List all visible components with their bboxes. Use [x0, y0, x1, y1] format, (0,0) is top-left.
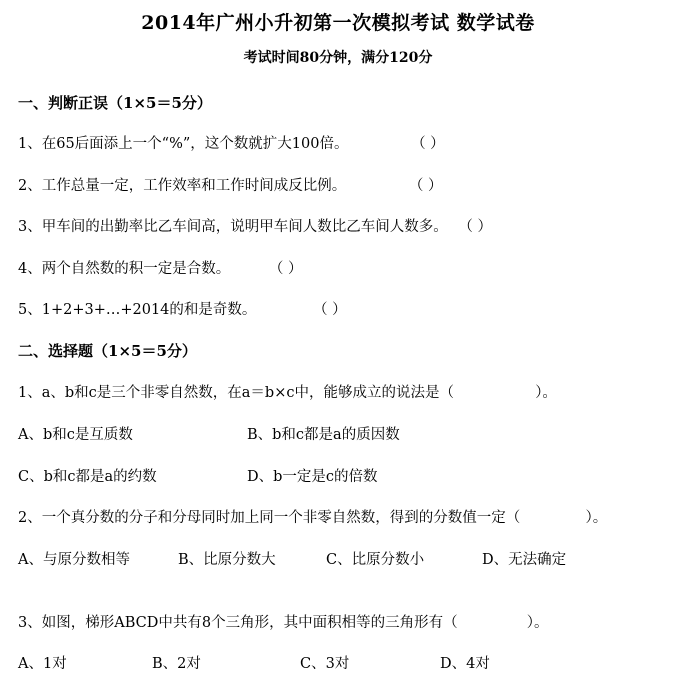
option-2-1-c[interactable]: C、b和c都是a的约数	[18, 469, 157, 485]
question-1-5	[18, 298, 347, 319]
question-close: ）。	[585, 510, 608, 526]
question-1-4	[18, 257, 302, 278]
section-2-heading: 二、选择题（1×5＝5分）	[18, 342, 197, 360]
option-2-3-d[interactable]: D、4对	[440, 656, 490, 672]
exam-title: 2014年广州小升初第一次模拟考试 数学试卷	[141, 12, 535, 34]
question-text: 1、a、b和c是三个非零自然数，在a＝b×c中，能够成立的说法是（	[18, 385, 454, 401]
answer-blank[interactable]: （ ）	[268, 261, 303, 277]
exam-subtitle: 考试时间80分钟，满分120分	[243, 50, 433, 66]
option-2-3-c[interactable]: C、3对	[300, 656, 350, 672]
question-text: 4、两个自然数的积一定是合数。	[18, 261, 231, 277]
answer-blank[interactable]: （ ）	[411, 136, 445, 152]
question-text: 2、工作总量一定，工作效率和工作时间成反比例。	[18, 178, 347, 194]
question-2-3	[18, 611, 549, 632]
option-2-2-d[interactable]: D、无法确定	[482, 552, 567, 568]
option-2-2-c[interactable]: C、比原分数小	[326, 552, 425, 568]
option-2-1-b[interactable]: B、b和c都是a的质因数	[247, 427, 400, 443]
question-text: 2、一个真分数的分子和分母同时加上同一个非零自然数，得到的分数值一定（	[18, 510, 521, 526]
question-text: 5、1+2+3+…+2014的和是奇数。	[18, 302, 257, 318]
question-1-2	[18, 174, 442, 195]
option-2-3-b[interactable]: B、2对	[152, 656, 201, 672]
question-text: 1、在65后面添上一个“%”，这个数就扩大100倍。	[18, 136, 349, 152]
question-1-3	[18, 215, 492, 236]
question-2-1	[18, 381, 557, 402]
section-1-heading: 一、判断正误（1×5＝5分）	[18, 94, 212, 112]
option-2-2-b[interactable]: B、比原分数大	[178, 552, 276, 568]
option-2-1-a[interactable]: A、b和c是互质数	[18, 427, 133, 443]
question-1-1	[18, 132, 445, 153]
question-close: ）。	[526, 615, 549, 631]
question-2-2	[18, 506, 607, 527]
answer-blank[interactable]: （ ）	[458, 219, 492, 235]
question-close: ）。	[535, 385, 557, 401]
option-2-3-a[interactable]: A、1对	[18, 656, 67, 672]
answer-blank[interactable]: （ ）	[313, 302, 347, 318]
option-2-2-a[interactable]: A、与原分数相等	[18, 552, 130, 568]
answer-blank[interactable]: （ ）	[408, 178, 443, 194]
option-2-1-d[interactable]: D、b一定是c的倍数	[247, 469, 378, 485]
question-text: 3、甲车间的出勤率比乙车间高，说明甲车间人数比乙车间人数多。	[18, 219, 448, 235]
question-text: 3、如图，梯形ABCD中共有8个三角形，其中面积相等的三角形有（	[18, 615, 458, 631]
